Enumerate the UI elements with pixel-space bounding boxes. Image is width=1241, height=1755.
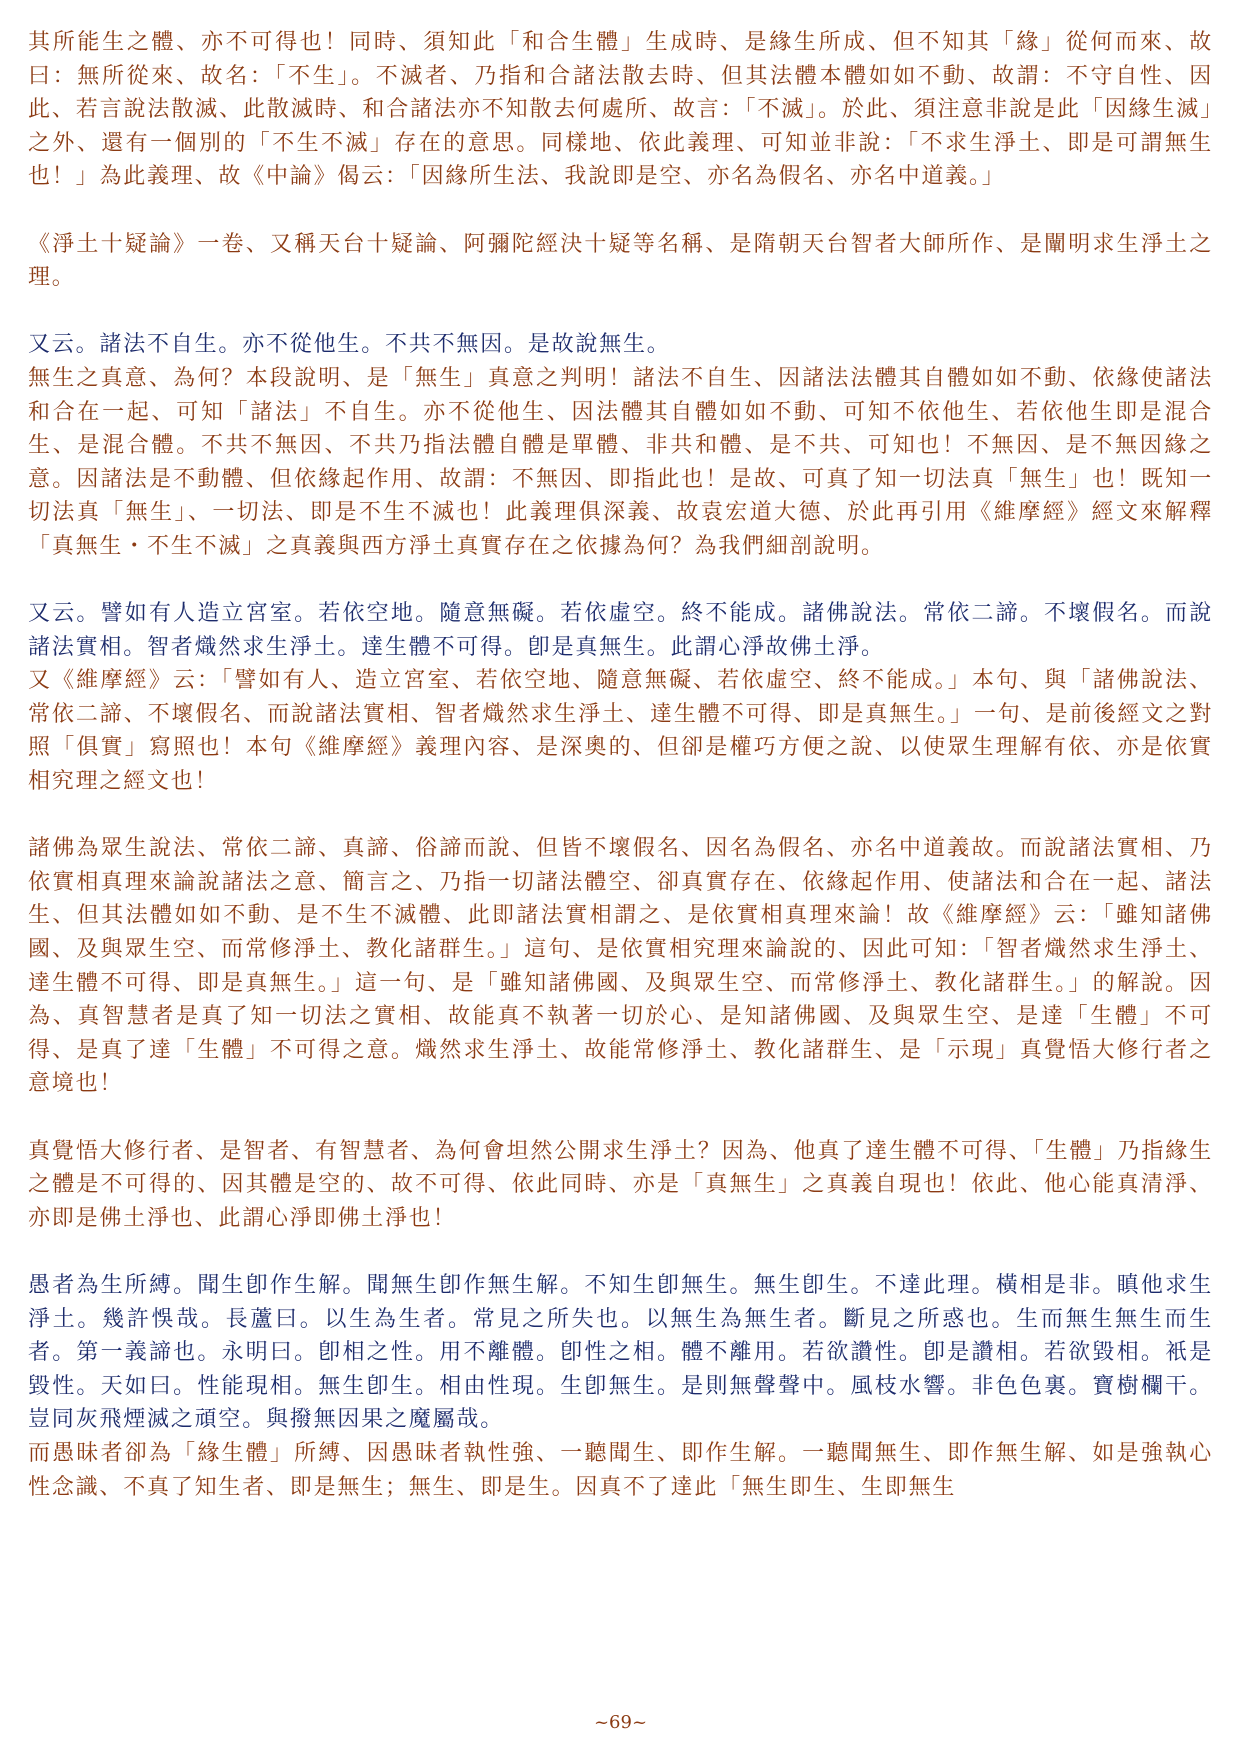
paragraph-gap [28,1101,1213,1135]
page-number: ~69~ [593,1712,648,1733]
paragraph-gap [28,799,1213,833]
paragraph-commentary-1: 其所能生之體、亦不可得也！同時、須知此「和合生體」生成時、是緣生所成、但不知其「緣」從何而來、故曰：無所從來、故名：「不生」。不滅者、乃指和合諸法散去時、但其法體本體如如不動、故謂：不守自性、因此、若言說法散滅、此散滅時、和合諸法亦不知散去何處所、故言：「不滅」。於此、須注意非說是此「因緣生滅」之外、還有一個別的「不生不滅」存在的意思。同樣地、依此義理、可知並非說：「不求生淨土、即是可謂無生也！」為此義理、故《中論》偈云：「因緣所生法、我說即是空、亦名為假名、亦名中道義。」 [28,30,1213,190]
paragraph-commentary-5: 諸佛為眾生說法、常依二諦、真諦、俗諦而說、但皆不壞假名、因名為假名、亦名中道義故。而說諸法實相、乃依實相真理來論說諸法之意、簡言之、乃指一切諸法體空、卻真實存在、依緣起作用、使諸法和合在一起、諸法生、但其法體如如不動、是不生不滅體、此即諸法實相謂之、是依實相真理來論！故《維摩經》云：「雖知諸佛國、及與眾生空、而常修淨土、教化諸群生。」這句、是依實相究理來論說的、因此可知：「智者熾然求生淨土、達生體不可得、即是真無生。」這一句、是「雖知諸佛國、及與眾生空、而常修淨土、教化諸群生。」的解說。因為、真智慧者是真了知一切法之實相、故能真不執著一切於心、是知諸佛國、及與眾生空、是達「生體」不可得、是真了達「生體」不可得之意。熾然求生淨土、故能常修淨土、教化諸群生、是「示現」真覺悟大修行者之意境也！ [28,836,1213,1097]
paragraph-quote-1: 又云。諸法不自生。亦不從他生。不共不無因。是故說無生。 [28,332,671,358]
paragraph-gap [28,295,1213,329]
paragraph-quote-3: 愚者為生所縛。聞生卽作生解。聞無生卽作無生解。不知生卽無生。無生卽生。不達此理。橫相是非。瞋他求生淨土。幾許悞哉。長蘆曰。以生為生者。常見之所失也。以無生為無生者。斷見之所惑也。生而無生無生而生者。第一義諦也。永明曰。卽相之性。用不離體。卽性之相。體不離用。若欲讚性。卽是讚相。若欲毀相。衹是毀性。天如曰。性能現相。無生卽生。相由性現。生卽無生。是則無聲聲中。風枝水響。非色色裏。寶樹欄干。豈同灰飛煙滅之頑空。與撥無因果之魔屬哉。 [28,1272,1213,1433]
paragraph-commentary-4: 又《維摩經》云：「譬如有人、造立宮室、若依空地、隨意無礙、若依虛空、終不能成。」本句、與「諸佛說法、常依二諦、不壞假名、而說諸法實相、智者熾然求生淨土、達生體不可得、即是真無生。」一句、是前後經文之對照「俱實」寫照也！本句《維摩經》義理內容、是深奧的、但卻是權巧方便之說、以使眾生理解有依、亦是依實相究理之經文也！ [28,668,1213,795]
paragraph-commentary-6: 真覺悟大修行者、是智者、有智慧者、為何會坦然公開求生淨土？因為、他真了達生體不可得、「生體」乃指緣生之體是不可得的、因其體是空的、故不可得、依此同時、亦是「真無生」之真義自現也！依此、他心能真清淨、亦即是佛土淨也、此謂心淨即佛土淨也！ [28,1138,1213,1231]
paragraph-gap [28,564,1213,598]
paragraph-commentary-2: 《淨土十疑論》一卷、又稱天台十疑論、阿彌陀經決十疑等名稱、是隋朝天台智者大師所作、是闡明求生淨土之理。 [28,231,1213,291]
paragraph-gap [28,1235,1213,1269]
paragraph-gap [28,194,1213,228]
paragraph-quote-2: 又云。譬如有人造立宮室。若依空地。隨意無礙。若依虛空。終不能成。諸佛說法。常依二諦。不壞假名。而說諸法實相。智者熾然求生淨土。達生體不可得。卽是真無生。此謂心淨故佛土淨。 [28,601,1213,660]
paragraph-commentary-3: 無生之真意、為何？本段說明、是「無生」真意之判明！諸法不自生、因諸法法體其自體如如不動、依緣使諸法和合在一起、可知「諸法」不自生。亦不從他生、因法體其自體如如不動、可知不依他生、若依他生即是混合生、是混合體。不共不無因、不共乃指法體自體是單體、非共和體、是不共、可知也！不無因、是不無因緣之意。因諸法是不動體、但依緣起作用、故謂：不無因、即指此也！是故、可真了知一切法真「無生」也！既知一切法真「無生」、一切法、即是不生不滅也！此義理俱深義、故袁宏道大德、於此再引用《維摩經》經文來解釋「真無生・不生不滅」之真義與西方淨土真實存在之依據為何？為我們細剖說明。 [28,365,1213,559]
paragraph-commentary-7: 而愚昧者卻為「緣生體」所縛、因愚昧者執性強、一聽聞生、即作生解。一聽聞無生、即作無生解、如是強執心性念識、不真了知生者、即是無生；無生、即是生。因真不了達此「無生即生、生即無生 [28,1440,1213,1500]
